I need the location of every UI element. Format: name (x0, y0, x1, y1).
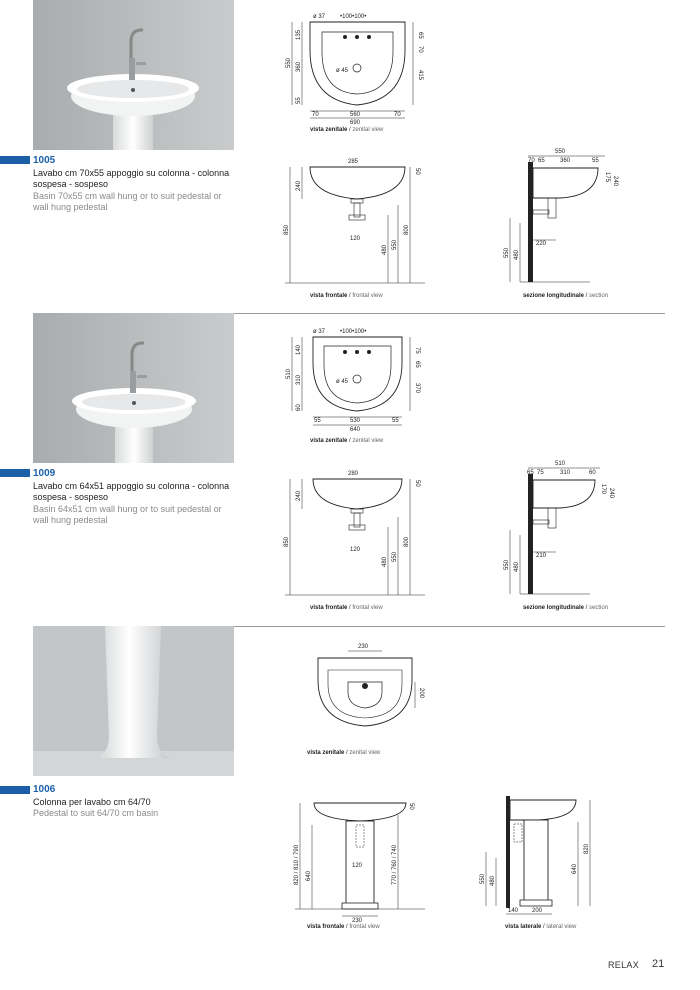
dim-text: 200 (418, 688, 424, 699)
dim-text: 50 (414, 480, 420, 487)
pedestal-photo (33, 626, 234, 776)
dim-text: 480 (514, 249, 520, 260)
dim-text: 550 (480, 873, 486, 884)
caption-zenital: vista zenitale / zenital view (310, 127, 384, 133)
dim-text: 50 (414, 168, 420, 175)
dim-text: ø 37 (313, 329, 326, 335)
dim-text: 820 (584, 843, 590, 854)
dim-text: 480 (514, 561, 520, 572)
dim-text: ø 45 (336, 379, 349, 385)
frontal-view-1005 (280, 155, 430, 290)
dim-text: 510 (286, 368, 292, 379)
dim-text: 640 (350, 427, 361, 433)
code-marker (0, 786, 30, 794)
frontal-view-1006 (290, 795, 430, 923)
dim-text: 240 (296, 490, 302, 501)
dim-text: 140 (296, 344, 302, 355)
dim-text: 70 (394, 112, 401, 118)
dim-text: 50 (408, 803, 414, 810)
product-description-it: Lavabo cm 64x51 appoggio su colonna - colonna sospesa - sospeso (33, 481, 230, 502)
caption-section: sezione longitudinale / section (523, 293, 609, 299)
basin-pedestal-photo (33, 0, 234, 150)
dim-text: 210 (536, 553, 547, 559)
dim-text: 65 (414, 361, 420, 368)
dim-text: 70 (417, 46, 423, 53)
lateral-view-1006 (478, 790, 608, 918)
dim-text: 360 (560, 158, 571, 164)
dim-text: 480 (382, 556, 388, 567)
product-description-en: Pedestal to suit 64/70 cm basin (33, 808, 159, 818)
dim-text: 70 (312, 112, 319, 118)
product-description-en: Basin 64x51 cm wall hung or to suit pedestal or wall hung pedestal (33, 504, 222, 525)
dim-text: 800 (404, 224, 410, 235)
basin-pedestal-photo (33, 313, 234, 463)
dim-text: 285 (348, 159, 359, 165)
product-code: 1009 (33, 468, 56, 479)
dim-text: 240 (296, 180, 302, 191)
dim-text: 850 (284, 536, 290, 547)
dim-text: 200 (532, 908, 543, 914)
dim-text: 65 (417, 32, 423, 39)
product-code: 1006 (33, 784, 56, 795)
zenital-view-1006 (300, 640, 430, 735)
dim-text: 550 (392, 239, 398, 250)
dim-text: 310 (560, 470, 571, 476)
dim-text: 550 (504, 247, 510, 258)
product-description-it: Lavabo cm 70x55 appoggio su colonna - colonna sospesa - sospeso (33, 168, 230, 189)
product-description-en: Basin 70x55 cm wall hung or to suit pedestal or wall hung pedestal (33, 191, 222, 212)
section-view-1005 (500, 148, 625, 288)
product-description-it: Colonna per lavabo cm 64/70 (33, 797, 151, 807)
page-number: 21 (652, 958, 665, 970)
dim-text: 240 (612, 176, 618, 187)
product-code: 1005 (33, 155, 56, 166)
dim-text: 55 (296, 97, 302, 104)
dim-text: 140 (508, 908, 519, 914)
dim-text: 480 (490, 875, 496, 886)
dim-text: •100•100• (340, 14, 367, 20)
dim-text: ø 45 (336, 68, 349, 74)
caption-zenital: vista zenitale / zenital view (307, 750, 381, 756)
dim-text: 70 (528, 158, 535, 164)
dim-text: 310 (296, 374, 302, 385)
dim-text: 240 (608, 488, 614, 499)
dim-text: 820 / 810 / 790 (294, 844, 300, 885)
dim-text: 480 (382, 244, 388, 255)
product-photo-1005 (33, 0, 234, 150)
dim-text: 550 (286, 57, 292, 68)
dim-text: 360 (296, 61, 302, 72)
dim-text: 120 (352, 863, 363, 869)
dim-text: 530 (350, 418, 361, 424)
dim-text: 850 (284, 224, 290, 235)
zenital-view-1009 (280, 325, 430, 440)
section-divider (234, 626, 665, 627)
dim-text: 55 (314, 418, 321, 424)
dim-text: 170 (600, 484, 606, 495)
frontal-view-1009 (280, 467, 430, 602)
dim-text: 75 (414, 347, 420, 354)
zenital-view-1005 (280, 10, 430, 130)
dim-text: 65 (538, 158, 545, 164)
code-marker (0, 156, 30, 164)
code-marker (0, 469, 30, 477)
dim-text: •100•100• (340, 329, 367, 335)
dim-text: 120 (350, 236, 361, 242)
dim-text: 65 (527, 470, 534, 476)
dim-text: 550 (392, 551, 398, 562)
dim-text: 560 (350, 112, 361, 118)
dim-text: 800 (404, 536, 410, 547)
dim-text: ø 37 (313, 14, 326, 20)
dim-text: 550 (504, 559, 510, 570)
dim-text: 370 (414, 383, 420, 394)
dim-text: 120 (350, 547, 361, 553)
product-photo-1006 (33, 626, 234, 776)
dim-text: 55 (592, 158, 599, 164)
dim-text: 640 (572, 863, 578, 874)
dim-text: 220 (536, 241, 547, 247)
dim-text: 280 (348, 471, 359, 477)
dim-text: 175 (604, 172, 610, 183)
dim-text: 770 / 760 / 740 (392, 844, 398, 885)
caption-zenital: vista zenitale / zenital view (310, 438, 384, 444)
footer-brand: RELAX (608, 960, 640, 970)
caption-frontal: vista frontale / frontal view (307, 924, 380, 930)
dim-text: 60 (589, 470, 596, 476)
dim-text: 75 (537, 470, 544, 476)
caption-frontal: vista frontale / frontal view (310, 605, 383, 611)
dim-text: 55 (392, 418, 399, 424)
dim-text: 510 (555, 461, 566, 467)
caption-section: sezione longitudinale / section (523, 605, 609, 611)
section-view-1009 (500, 460, 625, 600)
caption-lateral: vista laterale / lateral view (505, 924, 577, 930)
section-divider (234, 313, 665, 314)
product-photo-1009 (33, 313, 234, 463)
dim-text: 60 (296, 404, 302, 411)
dim-text: 230 (358, 644, 369, 650)
dim-text: 230 (352, 918, 363, 923)
dim-text: 135 (296, 29, 302, 40)
dim-text: 690 (350, 120, 361, 126)
dim-text: 550 (555, 149, 566, 155)
dim-text: 415 (417, 70, 423, 81)
dim-text: 640 (306, 870, 312, 881)
caption-frontal: vista frontale / frontal view (310, 293, 383, 299)
